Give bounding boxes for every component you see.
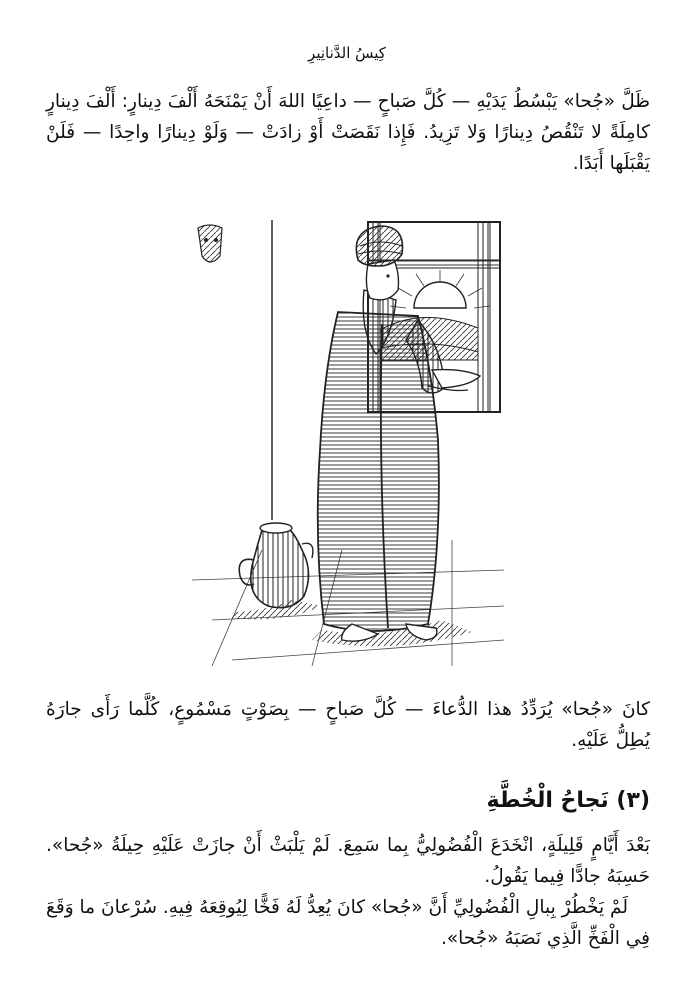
wall-mask	[198, 225, 222, 262]
running-head: كِيسُ الدَّنانِيرِ	[308, 44, 386, 62]
section-paragraph-1: بَعْدَ أَيَّامٍ قَلِيلَةٍ، انْخَدَعَ الْفُضُولِيُّ بِما سَمِعَ. لَمْ يَلْبَثْ أَنْ جازَتْ عَلَيْهِ حِيلَةُ «جُحا». حَسِبَهُ جادًّا فِيما يَقُولُ.	[46, 835, 650, 887]
paragraph-1: ظَلَّ «جُحا» يَبْسُطُ يَدَيْهِ — كُلَّ صَباحٍ — داعِيًا اللهَ أَنْ يَمْنَحَهُ أَلْفَ دِينارٍ: أَلْفَ دِينارٍ كامِلَةً لا تَنْقُصُ دِينارًا وَلا تَزِيدُ. فَإِذا نَقَصَتْ أَوْ زادَتْ — وَلَوْ دِينارًا واحِدًا — فَلَنْ يَقْبَلَها أَبَدًا.	[46, 91, 650, 174]
juha-figure	[312, 226, 480, 646]
juha-praying-illustration	[192, 220, 504, 666]
paragraph-2: كانَ «جُحا» يُرَدِّدُ هذا الدُّعاءَ — كُلَّ صَباحٍ — بِصَوْتٍ مَسْمُوعٍ، كُلَّما رَأَى جارَهُ يُطِلُّ عَلَيْهِ.	[46, 699, 650, 751]
clay-jug	[232, 523, 322, 620]
section-heading: (٣) نَجاحُ الْخُطَّةِ	[486, 788, 650, 813]
section-paragraph-2: لَمْ يَخْطُرْ بِبالِ الْفُضُولِيِّ أَنَّ «جُحا» كانَ يُعِدُّ لَهُ فَخًّا لِيُوقِعَهُ فِيهِ. سُرْعانَ ما وَقَعَ فِي الْفَخِّ الَّذِي نَصَبَهُ «جُحا».	[46, 897, 650, 949]
